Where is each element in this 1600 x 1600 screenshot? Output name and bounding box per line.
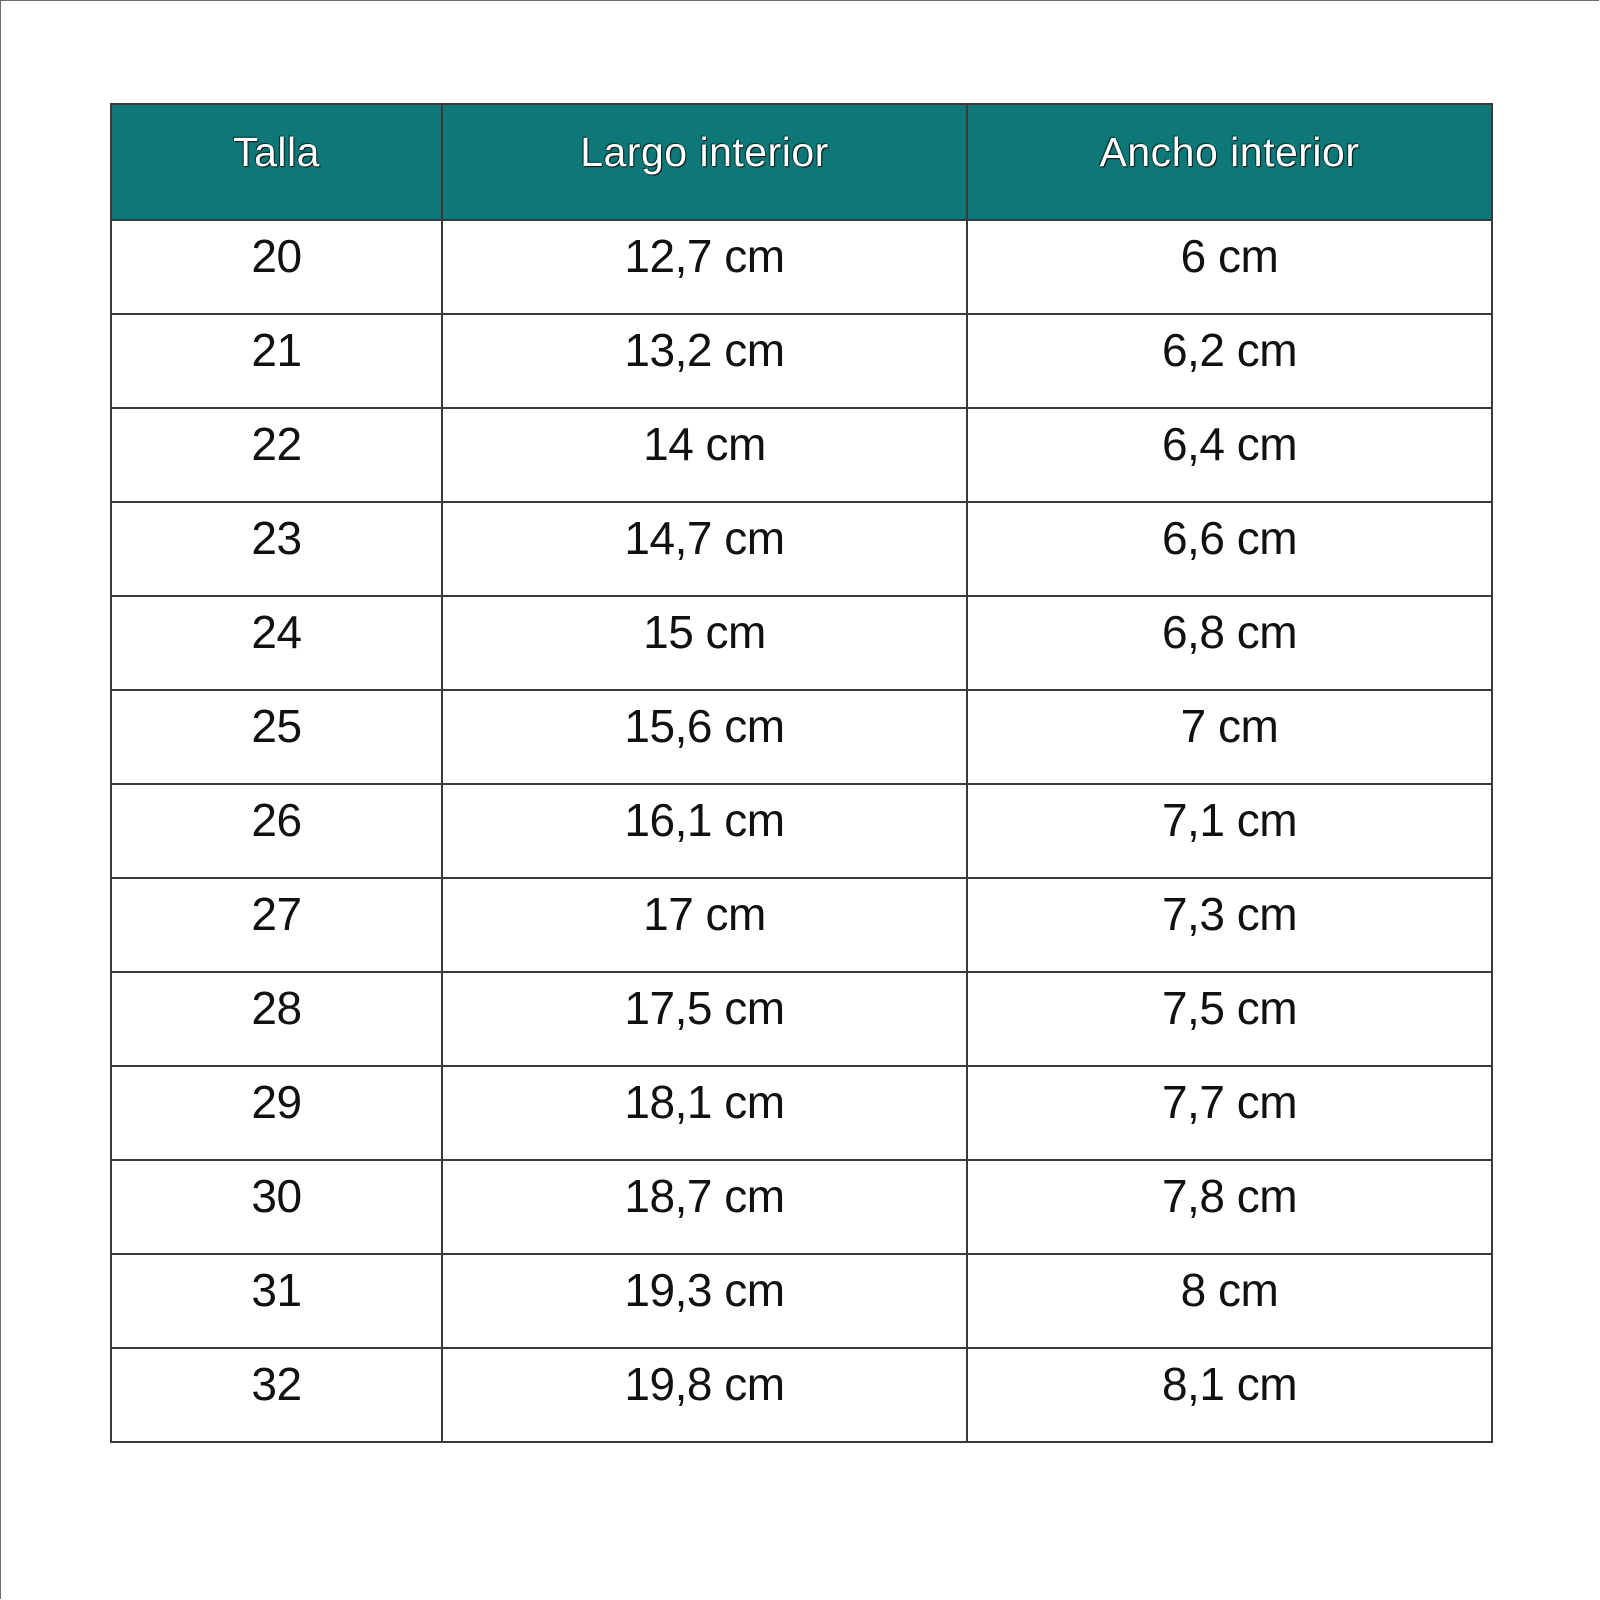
table-row <box>111 596 1492 690</box>
cell-talla: 20 <box>111 220 442 314</box>
cell-talla: 22 <box>111 408 442 502</box>
cell-largo: 14 cm <box>442 408 967 502</box>
cell-largo: 17 cm <box>442 878 967 972</box>
cell-talla: 29 <box>111 1066 442 1160</box>
cell-talla: 32 <box>111 1348 442 1442</box>
cell-largo: 18,1 cm <box>442 1066 967 1160</box>
cell-talla: 31 <box>111 1254 442 1348</box>
table-row <box>111 878 1492 972</box>
cell-ancho: 7,3 cm <box>967 878 1492 972</box>
cell-largo: 16,1 cm <box>442 784 967 878</box>
cell-talla: 25 <box>111 690 442 784</box>
cell-talla: 26 <box>111 784 442 878</box>
table-row <box>111 690 1492 784</box>
table-row <box>111 314 1492 408</box>
cell-ancho: 8 cm <box>967 1254 1492 1348</box>
cell-talla: 21 <box>111 314 442 408</box>
cell-largo: 15,6 cm <box>442 690 967 784</box>
cell-largo: 12,7 cm <box>442 220 967 314</box>
cell-ancho: 8,1 cm <box>967 1348 1492 1442</box>
cell-ancho: 6,8 cm <box>967 596 1492 690</box>
cell-largo: 19,8 cm <box>442 1348 967 1442</box>
cell-talla: 30 <box>111 1160 442 1254</box>
cell-ancho: 7,1 cm <box>967 784 1492 878</box>
cell-largo: 13,2 cm <box>442 314 967 408</box>
table-row <box>111 1066 1492 1160</box>
cell-ancho: 7,5 cm <box>967 972 1492 1066</box>
cell-ancho: 6 cm <box>967 220 1492 314</box>
table-body <box>111 220 1492 1442</box>
header-ancho-interior: Ancho interior <box>967 104 1492 220</box>
cell-talla: 24 <box>111 596 442 690</box>
cell-talla: 28 <box>111 972 442 1066</box>
cell-largo: 18,7 cm <box>442 1160 967 1254</box>
cell-largo: 19,3 cm <box>442 1254 967 1348</box>
cell-ancho: 6,4 cm <box>967 408 1492 502</box>
table-row <box>111 1348 1492 1442</box>
table-row <box>111 1160 1492 1254</box>
table-row <box>111 1254 1492 1348</box>
table-row <box>111 972 1492 1066</box>
cell-ancho: 7 cm <box>967 690 1492 784</box>
cell-talla: 27 <box>111 878 442 972</box>
cell-ancho: 6,6 cm <box>967 502 1492 596</box>
table-row <box>111 502 1492 596</box>
table-header-row <box>111 104 1492 220</box>
cell-largo: 15 cm <box>442 596 967 690</box>
header-largo-interior: Largo interior <box>442 104 967 220</box>
cell-largo: 14,7 cm <box>442 502 967 596</box>
size-chart-table <box>110 103 1493 1443</box>
table-row <box>111 220 1492 314</box>
cell-ancho: 7,8 cm <box>967 1160 1492 1254</box>
header-talla: Talla <box>111 104 442 220</box>
table-row <box>111 784 1492 878</box>
cell-ancho: 6,2 cm <box>967 314 1492 408</box>
cell-ancho: 7,7 cm <box>967 1066 1492 1160</box>
table-row <box>111 408 1492 502</box>
cell-talla: 23 <box>111 502 442 596</box>
cell-largo: 17,5 cm <box>442 972 967 1066</box>
